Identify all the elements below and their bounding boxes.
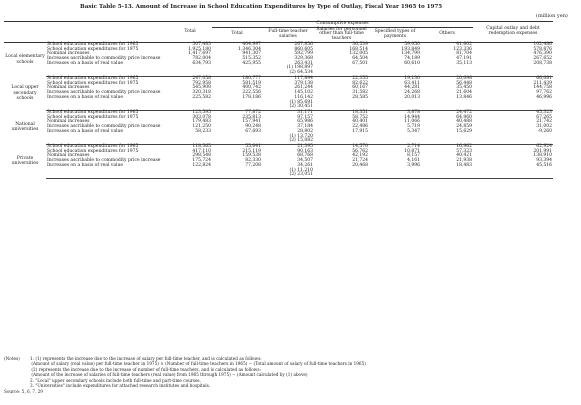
cell-cons: 941,307 xyxy=(242,51,261,57)
cell-ot: 20,098 xyxy=(456,75,472,81)
notes xyxy=(4,356,579,394)
cell-sp: 10,871 xyxy=(404,148,420,154)
row-label: School education expenditures for 1965 xyxy=(47,109,139,115)
cell-sp xyxy=(369,173,421,178)
cell-cap: 45,323 xyxy=(536,109,552,115)
cell-cons: 180,777 xyxy=(242,75,261,81)
cell-so: 40,401 xyxy=(352,119,368,125)
cell-cap: -9,260 xyxy=(537,128,552,134)
table-row xyxy=(4,173,553,178)
cell-total: 122,824 xyxy=(192,162,211,168)
cell-total: 179,483 xyxy=(192,119,211,125)
expenditure-table xyxy=(4,21,553,179)
cell-so: 22,355 xyxy=(352,75,368,81)
cell-ot: 40,488 xyxy=(456,119,472,125)
cell-sp: 2,714 xyxy=(407,143,420,149)
cell-so: 132,005 xyxy=(349,51,368,57)
table-title: Basic Table 5-13. Amount of Increase in School Education Expenditures by Type of Outlay, Fiscal Year 1965 to 1975 xyxy=(80,4,443,10)
row-label: School education expenditures for 1965 xyxy=(47,75,139,81)
cell-ot: 24,472 xyxy=(456,109,472,115)
cell-cap: 67,265 xyxy=(536,114,552,120)
cell-so: 31,582 xyxy=(352,90,368,96)
cell-total: 303,078 xyxy=(192,114,211,120)
cell-ft: 37,184 xyxy=(297,124,313,130)
notes-label: (Notes) xyxy=(4,356,20,361)
cell-cons: 425,955 xyxy=(242,60,261,66)
cell-cons: 90,248 xyxy=(245,124,261,130)
header-consumptive: Consumptive expenses xyxy=(212,22,473,28)
cell-ft: 860,605 xyxy=(294,46,313,52)
row-label: Nominal increases xyxy=(47,51,90,57)
cell-ft: (1) 13,720 xyxy=(289,133,313,139)
row-label: School education expenditures for 1975 xyxy=(47,148,139,154)
cell-ft: 263,431 xyxy=(294,60,313,66)
table-body xyxy=(4,42,553,178)
cell-ft: 31,171 xyxy=(297,109,313,115)
cell-cap: 144,758 xyxy=(533,85,552,91)
cell-total: 792,958 xyxy=(192,80,211,86)
cell-cons: 222,556 xyxy=(242,90,261,96)
header-salaries-other: Salaries for personnel other than full-time teachers xyxy=(314,27,369,42)
cell-ft: (1) 11,210 xyxy=(289,167,313,173)
cell-cap: 62,924 xyxy=(536,143,552,149)
cell-total: 417,110 xyxy=(192,148,211,154)
cell-ot: 13,846 xyxy=(456,94,472,100)
cell-ft: 65,986 xyxy=(297,119,313,125)
cell-total: 320,318 xyxy=(192,90,211,96)
cell-so: 14,570 xyxy=(352,143,368,149)
cell-so: 22,486 xyxy=(352,124,368,130)
cell-sp: 59,050 xyxy=(404,41,420,47)
cell-sp: 5,719 xyxy=(407,124,420,130)
cell-total: 634,793 xyxy=(192,60,211,66)
cell-total: 782,004 xyxy=(192,56,211,62)
cell-sp: 134,799 xyxy=(401,51,420,57)
cell-cap: 578,876 xyxy=(533,46,552,52)
cell-cap: 211,439 xyxy=(533,80,552,86)
cell-cons: 515,352 xyxy=(242,56,261,62)
note-line: (Amount of the increase of salaries of full-time teachers (real value) from 1965 through 1975) − (Amount calculated by (1) above) xyxy=(30,372,308,378)
cell-cap: 138,910 xyxy=(533,153,552,159)
cell-so: 17,915 xyxy=(352,128,368,134)
cell-cap: 208,738 xyxy=(533,60,552,66)
note-line: 2. "Local" upper secondary schools include both full-time and part-time courses. xyxy=(30,377,201,383)
cell-so: 58,752 xyxy=(352,114,368,120)
cell-ot: 35,113 xyxy=(456,60,472,66)
cell-ot xyxy=(421,173,473,178)
row-label: School education expenditures for 1975 xyxy=(47,80,139,86)
cell-ft: (2) 30,451 xyxy=(262,105,314,110)
cell-cap: 93,394 xyxy=(536,158,552,164)
cell-ot: 81,704 xyxy=(456,51,472,57)
cell-so: 28,585 xyxy=(352,94,368,100)
cell-so: 64,504 xyxy=(352,56,368,62)
cell-cons: 215,119 xyxy=(242,148,261,154)
row-label: Nominal increases xyxy=(47,85,90,91)
cell-cons: 404,997 xyxy=(242,41,261,47)
cell-so: 21,724 xyxy=(352,158,368,164)
cell-ft: 329,368 xyxy=(294,56,313,62)
header-total: Total xyxy=(168,22,212,43)
cell-sp: 63,411 xyxy=(404,80,420,86)
group-label: National universities xyxy=(11,122,39,133)
cell-ft: 592,799 xyxy=(294,51,313,57)
cell-cap: 201,991 xyxy=(533,148,552,154)
row-label: Increases ascribable to commodity price increase xyxy=(47,56,161,62)
row-label: School education expenditures for 1965 xyxy=(47,41,139,47)
cell-sp: 19,130 xyxy=(404,75,420,81)
cell-so: 168,514 xyxy=(349,46,368,52)
cell-total: 247,058 xyxy=(192,75,211,81)
cell-cons xyxy=(212,173,262,178)
cell-cons: 55,641 xyxy=(245,143,261,149)
row-label: Increases ascribable to commodity price increase xyxy=(47,90,161,96)
row-label: School education expenditures for 1965 xyxy=(47,143,139,149)
cell-cap: 66,081 xyxy=(536,75,552,81)
cell-sp: 3,996 xyxy=(407,162,420,168)
row-label: Nominal increases xyxy=(47,119,90,125)
note-line: (Amount of salary (real value) per full-time teacher in 1975) × (Number of full-time teachers in 1965) − (Total amount of salary of full-time teachers in 1965) xyxy=(30,361,366,367)
row-label: Increases ascribable to commodity price increase xyxy=(47,158,161,164)
cell-cons: 178,186 xyxy=(242,94,261,100)
cell-ft: 145,102 xyxy=(294,90,313,96)
cell-so: 82,622 xyxy=(352,80,368,86)
cell-cap: 21,742 xyxy=(536,119,552,125)
cell-so: 67,501 xyxy=(352,60,368,66)
cell-ot: 24,859 xyxy=(456,124,472,130)
header-capital: Capital outlay and debt redemption expenses xyxy=(473,22,553,43)
cell-so xyxy=(314,173,369,178)
note-line: 3. "Universities" include expenditures for attached research institutes and hospitals. xyxy=(30,383,211,389)
cell-cap: 46,996 xyxy=(536,94,552,100)
cell-total: 175,724 xyxy=(192,158,211,164)
row-label: Increases ascribable to commodity price increase xyxy=(47,124,161,130)
row-label: School education expenditures for 1975 xyxy=(47,114,139,120)
cell-total: 58,233 xyxy=(195,128,211,134)
cell-ft: 68,768 xyxy=(297,153,313,159)
cell-ot: 18,483 xyxy=(456,162,472,168)
cell-ft: (1) 85,691 xyxy=(289,99,313,105)
cell-cons: 400,742 xyxy=(242,85,261,91)
cell-ft: 90,163 xyxy=(297,148,313,154)
cell-cons: 157,941 xyxy=(242,119,261,125)
header-fulltime: Full-time teacher salaries xyxy=(262,27,314,42)
cell-so: 42,192 xyxy=(352,153,368,159)
cell-so: 20,468 xyxy=(352,162,368,168)
cell-ot: 35,450 xyxy=(456,85,472,91)
cell-ot: 57,323 xyxy=(456,148,472,154)
cell-total: 1,925,180 xyxy=(188,46,211,52)
header-cons-total: Total xyxy=(212,27,262,42)
cell-total: 121,250 xyxy=(192,124,211,130)
cell-ft: 34,507 xyxy=(297,158,313,164)
cell-cons: 67,693 xyxy=(245,128,261,134)
row-label: Increases on a basis of real value xyxy=(47,162,124,168)
cell-ft: 261,244 xyxy=(294,85,313,91)
note-line: (2) represents the increase due to the increase of number of full-time teachers, and is calculated as follows: xyxy=(30,366,261,372)
cell-ot: 47,191 xyxy=(456,56,472,62)
cell-sp: 14,944 xyxy=(404,114,420,120)
cell-ft: 34,261 xyxy=(297,162,313,168)
cell-total xyxy=(168,173,212,178)
cell-cons: 581,519 xyxy=(242,80,261,86)
cell-ot: 123,336 xyxy=(453,46,472,52)
cell-cons: 82,330 xyxy=(245,158,261,164)
cell-cap: 267,652 xyxy=(533,56,552,62)
cell-ft: (2) 23,051 xyxy=(262,173,314,178)
cell-cons: 159,538 xyxy=(242,153,261,159)
unit-label: (million yen) xyxy=(536,13,568,19)
cell-cap xyxy=(473,173,553,178)
cell-so: 36,539 xyxy=(352,41,368,47)
cell-ft: 28,802 xyxy=(297,128,313,134)
cell-ft: 97,157 xyxy=(297,114,313,120)
cell-cons: 77,208 xyxy=(245,162,261,168)
cell-sp: 11,066 xyxy=(404,119,420,125)
cell-sp: 193,849 xyxy=(401,46,420,52)
cell-ot: 41,602 xyxy=(456,41,472,47)
cell-total: 118,565 xyxy=(192,143,211,149)
cell-cap: 102,486 xyxy=(533,41,552,47)
cell-ft: 21,395 xyxy=(297,143,313,149)
cell-total: 545,900 xyxy=(192,85,211,91)
cell-ot: 21,938 xyxy=(456,158,472,164)
cell-sp: 8,157 xyxy=(407,153,420,159)
cell-ft: 267,856 xyxy=(294,41,313,47)
header-others: Others xyxy=(421,27,473,42)
cell-total: 298,548 xyxy=(192,153,211,159)
cell-ot: 64,960 xyxy=(456,114,472,120)
cell-sp: 3,878 xyxy=(407,109,420,115)
row-label: Increases on a basis of real value xyxy=(47,128,124,134)
cell-total: 1,417,697 xyxy=(188,51,211,57)
cell-cap: 97,762 xyxy=(536,90,552,96)
cell-ot: 56,448 xyxy=(456,80,472,86)
group-label: Private universities xyxy=(11,156,39,167)
cell-ot: 40,421 xyxy=(456,153,472,159)
corner-header xyxy=(4,22,168,43)
cell-so: 60,167 xyxy=(352,85,368,91)
cell-ft: (2) 15,082 xyxy=(262,139,314,144)
cell-sp: 44,281 xyxy=(404,85,420,91)
cell-ft: (1) 198,897 xyxy=(286,65,313,71)
cell-ft: 116,142 xyxy=(294,94,313,100)
cell-ft: (2) 64,534 xyxy=(262,71,314,76)
group-label: Local elementary schools xyxy=(5,54,45,65)
cell-cap: 31,002 xyxy=(536,124,552,130)
cell-sp: 20,013 xyxy=(404,94,420,100)
cell-total: 123,595 xyxy=(192,109,211,115)
cell-sp: 5,347 xyxy=(407,128,420,134)
cell-cap: 476,390 xyxy=(533,51,552,57)
cell-cons: 1,346,304 xyxy=(238,46,261,52)
cell-cons: 77,872 xyxy=(245,109,261,115)
cell-so: 56,762 xyxy=(352,148,368,154)
cell-sp: 24,268 xyxy=(404,90,420,96)
cell-ot: 16,962 xyxy=(456,143,472,149)
row-label xyxy=(46,173,168,178)
row-label: Increases on a basis of real value xyxy=(47,94,124,100)
header-specified: Specified types of payments xyxy=(369,27,421,42)
group-label: Local upper secondary schools xyxy=(11,85,39,102)
cell-ot: 15,629 xyxy=(456,128,472,134)
row-label: Increases on a basis of real value xyxy=(47,60,124,66)
cell-total: 507,483 xyxy=(192,41,211,47)
cell-sp: 4,161 xyxy=(407,158,420,164)
cell-ft: 117,894 xyxy=(294,75,313,81)
cell-sp: 74,189 xyxy=(404,56,420,62)
cell-cap: 45,516 xyxy=(536,162,552,168)
note-line: 1. (1) represents the increase due to the increase of salary per full-time teacher, and is calculated as follows: xyxy=(30,356,262,361)
row-label: Nominal increases xyxy=(47,153,90,159)
cell-ot: 21,604 xyxy=(456,90,472,96)
cell-so: 18,351 xyxy=(352,109,368,115)
cell-cons: 235,813 xyxy=(242,114,261,120)
cell-sp: 60,610 xyxy=(404,60,420,66)
source-line: Source: 5, 6, 7, 29 xyxy=(4,388,43,394)
row-label: School education expenditures for 1975 xyxy=(47,46,139,52)
cell-ft: 379,138 xyxy=(294,80,313,86)
cell-total: 225,582 xyxy=(192,94,211,100)
